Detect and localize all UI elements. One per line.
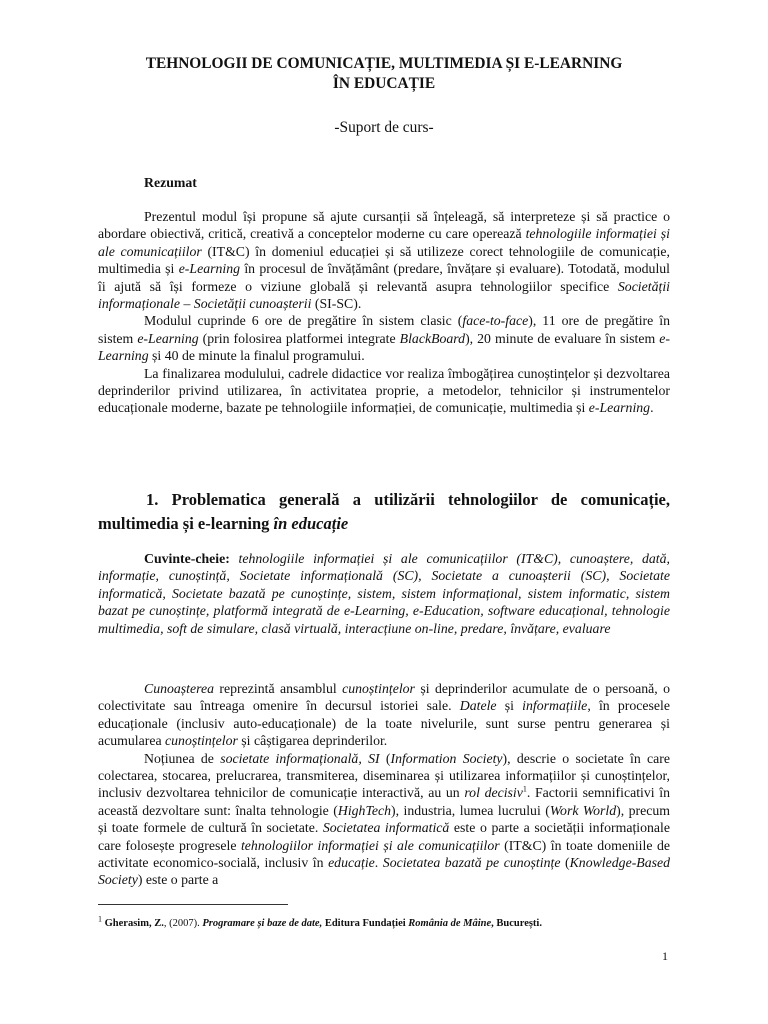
text-run: cunoștințelor [342,681,415,696]
text-run: cunoștințelor [165,733,238,749]
text-run: ), precum și toate formele de cultură în societate. [98,802,670,836]
section-heading-text: Problematica generală a utilizării tehnologiilor de comunicație, multimedia și e-learning [98,490,670,533]
text-run: ), descrie o societate în care colectarea, stocarea, prelucrarea, transmiterea, diseminarea și utilizarea informațiilor și cunoștințelor, inclusiv dezvoltarea tehnicilor de comunicație interactivă, au un [98,750,671,801]
text-run: Work World [549,802,617,818]
text-run: e-Learning [178,261,240,277]
text-run: 1 [522,784,527,794]
section-number: 1. [146,490,159,509]
text-run: Prezentul modul își propune să ajute cursanții să înțeleagă, să interpreteze și să practice o abordare obiectivă, critică, creativă a conceptelor moderne cu care operează [98,209,670,242]
footnote-author: Gherasim, Z. [104,918,164,929]
text-run: în procesul de învățământ (predare, învățare și evaluare). Totodată, modulul îi ajută să își formeze o viziune globală și relevantă asupra tehnologiilor specifice [98,261,671,294]
section-paragraph-2 [98,750,670,889]
footnote-work: Programare și baze de date, [202,918,323,929]
text-run: e-Learning [98,330,670,364]
text-run: ), 11 ore de pregătire în sistem [98,313,670,346]
abstract-body [98,208,670,417]
text-run: HighTech [337,802,392,818]
text-run: (prin folosirea platformei integrate [198,330,400,346]
text-run: ) este o parte a [137,872,219,888]
text-run: societate informațională, SI [220,750,380,766]
section-heading [98,488,670,536]
text-run: (IT&C) în toate domeniile de activitate economico-socială, inclusiv în [98,837,670,871]
text-run: reprezintă ansamblul [214,681,343,696]
text-run: Societatea bazată pe cunoștințe [382,855,561,871]
text-run: tehnologiile informației și ale comunicațiilor [98,226,671,259]
footnote-publisher: Editura Fundației România de Mâine, București. [322,918,542,929]
text-run: ( [379,750,391,766]
text-run: este o parte a societății informaționale care folosește progresele [98,820,670,853]
footnote-marker: 1 [98,914,102,924]
keywords-list: tehnologiile informației și ale comunicațiilor (IT&C), cunoaștere, dată, informație, cunoștință, Societate informațională (SC), Societate a cunoașterii (SC), Societate informatică, Societate bazată pe cunoștințe, sistem, sistem informațional, sistem informatic, sistem bazat pe cunoștințe, platformă integrată de e-Learning, e-Education, software educațional, tehnologie multimedia, soft de simulare, clasă virtuală, interacțiune on-line, predare, învățare, evaluare [98,551,670,636]
abstract-paragraph-2 [98,312,670,364]
text-run: Information Society [390,750,503,766]
document-title [100,54,668,94]
text-run: informațiile [522,698,588,714]
text-run: și [496,698,523,714]
text-run: e-Learning [588,400,651,416]
text-run: Noțiunea de [144,750,221,766]
section-paragraph-1 [98,680,670,750]
text-run: (SI-SC). [311,296,362,312]
keywords-block [98,550,670,637]
text-run: BlackBoard [399,330,466,346]
title-line-2: ÎN EDUCAȚIE [332,75,436,92]
text-run: , în procesele educaționale (inclusiv auto-educaționale) de la toate nivelurile, sunt surse pentru generarea și acumularea [98,698,670,749]
text-run: La finalizarea modulului, cadrele didactice vor realiza îmbogățirea cunoștințelor și dezvoltarea deprinderilor privind utilizarea, în activitatea proprie, a metodelor, tehnicilor și instrumentelor educaționale moderne, bazate pe tehnologiile informației, de comunicație, multimedia și [98,365,670,416]
text-run: Cunoașterea [144,681,215,696]
text-run: Societatea informatică [322,820,450,836]
footnote-divider [98,904,288,905]
keywords-label: Cuvinte-cheie: [144,551,230,566]
text-run: tehnologiilor informației și ale comunicațiilor [240,837,500,853]
text-run: Datele [459,698,497,714]
document-subtitle: -Suport de curs- [334,119,434,136]
text-run: și 40 de minute la finalul programului. [148,348,365,364]
abstract-paragraph-3 [98,365,670,417]
text-run: educație [328,855,375,871]
footnote-year: , (2007). [163,918,203,929]
abstract-paragraph-1 [98,208,670,312]
page-number: 1 [662,949,668,963]
section-body [98,680,670,889]
text-run: Societății informaționale – Societății cunoașterii [98,278,670,312]
text-run: ), 20 minute de evaluare în sistem [465,330,660,346]
text-run: ), industria, lumea lucrului ( [391,802,550,818]
text-run: Modulul cuprinde 6 ore de pregătire în sistem clasic ( [144,313,463,329]
footnote [98,914,542,931]
text-run: . [374,855,383,871]
text-run: face-to-face [462,313,529,329]
section-heading-italic: în educație [273,514,349,533]
text-run: e-Learning [137,330,199,346]
text-run: . Factorii semnificativi în această dezvoltare sunt: înalta tehnologie ( [98,785,670,818]
text-run: rol decisiv [464,785,523,801]
text-run: ( [560,855,570,871]
title-line-1: TEHNOLOGII DE COMUNICAȚIE, MULTIMEDIA ȘI E-LEARNING [145,55,623,72]
text-run: și deprinderilor acumulate de o persoană, o colectivitate sau întreaga omenire în decursul istoriei sale. [98,681,670,714]
text-run: (IT&C) în domeniul educației și să utilizeze corect tehnologiile de comunicație, multimedia și [98,243,670,277]
abstract-heading: Rezumat [144,175,197,190]
text-run: . [650,400,654,416]
text-run: Knowledge-Based Society [98,855,671,888]
text-run: și câștigarea deprinderilor. [237,733,388,749]
